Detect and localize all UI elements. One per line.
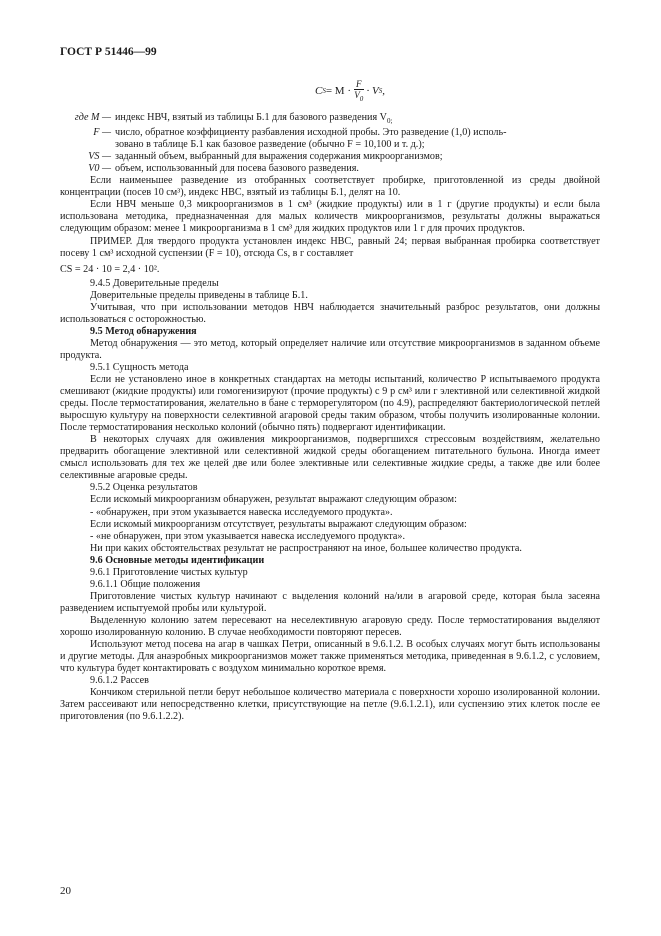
paragraph: Если наименьшее разведение из отобранных соответствует пробирке, приготовленной из среды двойной концентрации (посев 10 см³), индекс НВС, взятый из таблицы Б.1, делят на 10. — [60, 175, 600, 199]
definition-row: где M — индекс НВЧ, взятый из таблицы Б.1 для базового разведения $V_{0;}$ — [74, 112, 393, 126]
definition-row: зовано в таблице Б.1 как базовое разведение (обычно F = 10,100 и т. д.); — [115, 139, 425, 151]
paragraph: Используют метод посева на агар в чашках Петри, описанный в 9.6.1.2. В особых случаях могут быть использованы и другие методы. Для анаэробных микроорганизмов может также применяться методика, приведенная в 9.6.1.2, с условием, что культура будет контактировать с воздухом минимально короткое время. — [60, 639, 600, 675]
formula-fraction: $\frac{F}{V_0}$ — [354, 78, 364, 103]
document-body — [60, 72, 600, 723]
paragraph: Доверительные пределы приведены в таблице Б.1. — [90, 289, 308, 301]
list-item: - «обнаружен, при этом указывается навеска исследуемого продукта». — [90, 506, 393, 518]
paragraph: В некоторых случаях для оживления микроорганизмов, подвергшихся стрессовым воздействиям, желательно предварить обогащение элективной или селективной жидкой среды обогащением питательного бульона. Иногда имеет смысл использовать для тех же целей две или более элективные или селективные жидкие среды, а также две или более селективные агаровые среды. — [60, 434, 600, 482]
formula-example: CS = 24 · 10 = 2,4 · 10². — [60, 263, 160, 275]
paragraph: Ни при каких обстоятельствах результат не распространяют на иное, большее количество продукта. — [90, 542, 522, 554]
section-heading: 9.6.1 Приготовление чистых культур — [90, 566, 248, 578]
definition-row: V0 — объем, использованный для посева базового разведения. — [88, 163, 359, 175]
definition-row: VS — заданный объем, выбранный для выражения содержания микроорганизмов; — [88, 151, 443, 163]
document-header: ГОСТ Р 51446—99 — [60, 46, 157, 58]
example-paragraph: ПРИМЕР. Для твердого продукта установлен индекс НВС, равный 24; первая выбранная пробирка соответствует посеву 1 см³ исходной суспензии (F = 10), отсюда Cs, в г составляет — [60, 235, 600, 259]
paragraph: Выделенную колонию затем пересевают на неселективную агаровую среду. После термостатирования выделяют хорошо изолированную колонию. В случае необходимости повторяют пересев. — [60, 614, 600, 638]
paragraph: Если искомый микроорганизм отсутствует, результаты выражают следующим образом: — [90, 518, 467, 530]
list-item: - «не обнаружен, при этом указывается навеска исследуемого продукта». — [90, 530, 406, 542]
definition-row: F — число, обратное коэффициенту разбавления исходной пробы. Это разведение (1,0) исполь- — [93, 127, 507, 139]
paragraph: Если НВЧ меньше 0,3 микроорганизмов в 1 см³ (жидкие продукты) или в 1 г (другие продукты) и если была использована методика, предназначенная для малых количеств микроорганизмов, результаты должны выражаться следующим образом: менее 1 микроорганизма в 1 см³ для жидких продуктов или 1 г для прочих продуктов. — [60, 199, 600, 235]
page-number: 20 — [60, 885, 71, 897]
paragraph: Если искомый микроорганизм обнаружен, результат выражают следующим образом: — [90, 494, 457, 506]
paragraph: Приготовление чистых культур начинают с выделения колоний на/или в агаровой среде, которая была засеяна разведением испытуемой пробы или культурой. — [60, 590, 600, 614]
section-heading: 9.6.1.1 Общие положения — [90, 578, 201, 590]
formula-cs: C S = M · $\frac{F}{V_0}$ · V S , — [315, 78, 385, 103]
paragraph: Кончиком стерильной петли берут небольшое количество материала с поверхности хорошо изолированной колонии. Затем рассеивают или непосредственно клетки, присутствующие на петле (9.6.1.2.1), или суспензию этих клеток после ее приготовления (по 9.6.1.2.2). — [60, 687, 600, 723]
section-heading: 9.5.2 Оценка результатов — [90, 482, 198, 494]
paragraph: Если не установлено иное в конкретных стандартах на методы испытаний, количество P испытываемого продукта смешивают (жидкие продукты) или гомогенизируют (прочие продукты) с 9 p см³ или г элективной или селективной жидкой среды. После термостатирования, желательно в бане с терморегулятором (по 4.9), распределяют бактериологической петлей выросшую культуру на поверхности селективной агаровой среды таким образом, чтобы получить изолированные колонии. После термостатирования несколько колоний (обычно пять) подвергают идентификации. — [60, 374, 600, 434]
paragraph: Метод обнаружения — это метод, который определяет наличие или отсутствие микроорганизмов в заданном объеме продукта. — [60, 337, 600, 361]
section-heading: 9.5 Метод обнаружения — [90, 325, 197, 337]
section-heading: 9.5.1 Сущность метода — [90, 361, 189, 373]
section-heading: 9.6 Основные методы идентификации — [90, 554, 265, 566]
section-heading: 9.6.1.2 Рассев — [90, 675, 149, 687]
formula-definitions — [60, 112, 600, 175]
section-heading: 9.4.5 Доверительные пределы — [90, 277, 219, 289]
paragraph: Учитывая, что при использовании методов НВЧ наблюдается значительный разброс результатов, они должны использоваться с осторожностью. — [60, 301, 600, 325]
